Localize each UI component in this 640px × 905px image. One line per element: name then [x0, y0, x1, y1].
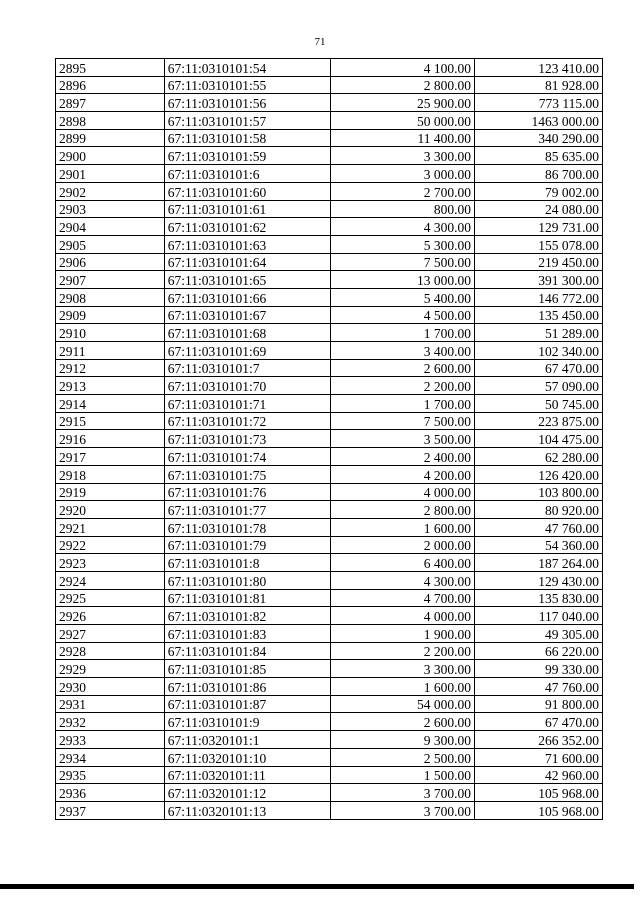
- row-number-cell: 2920: [56, 501, 165, 519]
- value-cell: 47 760.00: [475, 518, 603, 536]
- area-cell: 1 700.00: [330, 395, 474, 413]
- cadastral-number-cell: 67:11:0310101:74: [164, 448, 330, 466]
- area-cell: 1 700.00: [330, 324, 474, 342]
- area-cell: 3 700.00: [330, 801, 474, 819]
- value-cell: 123 410.00: [475, 59, 603, 77]
- row-number-cell: 2934: [56, 748, 165, 766]
- value-cell: 50 745.00: [475, 395, 603, 413]
- table-row: [56, 253, 603, 271]
- row-number-cell: 2935: [56, 766, 165, 784]
- cadastral-number-cell: 67:11:0310101:8: [164, 554, 330, 572]
- row-number-cell: 2929: [56, 660, 165, 678]
- area-cell: 2 000.00: [330, 536, 474, 554]
- row-number-cell: 2909: [56, 306, 165, 324]
- value-cell: 47 760.00: [475, 678, 603, 696]
- area-cell: 2 200.00: [330, 377, 474, 395]
- row-number-cell: 2926: [56, 607, 165, 625]
- row-number-cell: 2916: [56, 430, 165, 448]
- cadastral-number-cell: 67:11:0310101:6: [164, 165, 330, 183]
- cadastral-number-cell: 67:11:0320101:10: [164, 748, 330, 766]
- area-cell: 4 700.00: [330, 589, 474, 607]
- value-cell: 266 352.00: [475, 731, 603, 749]
- cadastral-table: [55, 58, 603, 820]
- area-cell: 2 200.00: [330, 642, 474, 660]
- cadastral-number-cell: 67:11:0310101:78: [164, 518, 330, 536]
- table-row: [56, 571, 603, 589]
- value-cell: 129 731.00: [475, 218, 603, 236]
- value-cell: 79 002.00: [475, 182, 603, 200]
- area-cell: 3 000.00: [330, 165, 474, 183]
- table-row: [56, 235, 603, 253]
- table-row: [56, 465, 603, 483]
- value-cell: 67 470.00: [475, 359, 603, 377]
- cadastral-number-cell: 67:11:0310101:66: [164, 288, 330, 306]
- cadastral-number-cell: 67:11:0310101:76: [164, 483, 330, 501]
- value-cell: 135 450.00: [475, 306, 603, 324]
- table-body: [56, 59, 603, 820]
- area-cell: 1 600.00: [330, 518, 474, 536]
- cadastral-number-cell: 67:11:0310101:64: [164, 253, 330, 271]
- area-cell: 3 400.00: [330, 342, 474, 360]
- cadastral-number-cell: 67:11:0320101:11: [164, 766, 330, 784]
- row-number-cell: 2896: [56, 76, 165, 94]
- row-number-cell: 2933: [56, 731, 165, 749]
- table-row: [56, 218, 603, 236]
- value-cell: 54 360.00: [475, 536, 603, 554]
- cadastral-number-cell: 67:11:0310101:62: [164, 218, 330, 236]
- row-number-cell: 2903: [56, 200, 165, 218]
- row-number-cell: 2932: [56, 713, 165, 731]
- area-cell: 4 200.00: [330, 465, 474, 483]
- cadastral-number-cell: 67:11:0310101:65: [164, 271, 330, 289]
- cadastral-number-cell: 67:11:0320101:12: [164, 784, 330, 802]
- table-row: [56, 518, 603, 536]
- table-row: [56, 412, 603, 430]
- row-number-cell: 2936: [56, 784, 165, 802]
- row-number-cell: 2901: [56, 165, 165, 183]
- table-row: [56, 731, 603, 749]
- table-row: [56, 342, 603, 360]
- table-row: [56, 695, 603, 713]
- area-cell: 4 500.00: [330, 306, 474, 324]
- value-cell: 340 290.00: [475, 129, 603, 147]
- row-number-cell: 2906: [56, 253, 165, 271]
- cadastral-number-cell: 67:11:0310101:58: [164, 129, 330, 147]
- value-cell: 773 115.00: [475, 94, 603, 112]
- row-number-cell: 2908: [56, 288, 165, 306]
- row-number-cell: 2900: [56, 147, 165, 165]
- area-cell: 2 800.00: [330, 76, 474, 94]
- area-cell: 3 700.00: [330, 784, 474, 802]
- area-cell: 2 600.00: [330, 713, 474, 731]
- value-cell: 91 800.00: [475, 695, 603, 713]
- area-cell: 1 900.00: [330, 625, 474, 643]
- table-row: [56, 784, 603, 802]
- cadastral-number-cell: 67:11:0310101:67: [164, 306, 330, 324]
- row-number-cell: 2927: [56, 625, 165, 643]
- cadastral-number-cell: 67:11:0310101:9: [164, 713, 330, 731]
- area-cell: 4 300.00: [330, 218, 474, 236]
- area-cell: 11 400.00: [330, 129, 474, 147]
- table-row: [56, 801, 603, 819]
- table-row: [56, 324, 603, 342]
- area-cell: 5 400.00: [330, 288, 474, 306]
- value-cell: 105 968.00: [475, 784, 603, 802]
- area-cell: 800.00: [330, 200, 474, 218]
- value-cell: 81 928.00: [475, 76, 603, 94]
- area-cell: 6 400.00: [330, 554, 474, 572]
- table-row: [56, 660, 603, 678]
- table-row: [56, 501, 603, 519]
- page-number: 71: [314, 36, 326, 48]
- cadastral-number-cell: 67:11:0310101:82: [164, 607, 330, 625]
- area-cell: 5 300.00: [330, 235, 474, 253]
- cadastral-number-cell: 67:11:0310101:70: [164, 377, 330, 395]
- area-cell: 4 000.00: [330, 607, 474, 625]
- table-row: [56, 589, 603, 607]
- row-number-cell: 2925: [56, 589, 165, 607]
- row-number-cell: 2914: [56, 395, 165, 413]
- row-number-cell: 2898: [56, 112, 165, 130]
- cadastral-number-cell: 67:11:0310101:56: [164, 94, 330, 112]
- row-number-cell: 2921: [56, 518, 165, 536]
- cadastral-number-cell: 67:11:0310101:61: [164, 200, 330, 218]
- table-row: [56, 129, 603, 147]
- cadastral-number-cell: 67:11:0310101:73: [164, 430, 330, 448]
- value-cell: 105 968.00: [475, 801, 603, 819]
- row-number-cell: 2904: [56, 218, 165, 236]
- row-number-cell: 2899: [56, 129, 165, 147]
- area-cell: 50 000.00: [330, 112, 474, 130]
- cadastral-number-cell: 67:11:0310101:81: [164, 589, 330, 607]
- value-cell: 135 830.00: [475, 589, 603, 607]
- value-cell: 62 280.00: [475, 448, 603, 466]
- row-number-cell: 2912: [56, 359, 165, 377]
- value-cell: 67 470.00: [475, 713, 603, 731]
- area-cell: 1 500.00: [330, 766, 474, 784]
- table-row: [56, 112, 603, 130]
- area-cell: 7 500.00: [330, 412, 474, 430]
- table-row: [56, 271, 603, 289]
- table-row: [56, 748, 603, 766]
- cadastral-number-cell: 67:11:0310101:7: [164, 359, 330, 377]
- table-row: [56, 554, 603, 572]
- area-cell: 25 900.00: [330, 94, 474, 112]
- table-row: [56, 288, 603, 306]
- table-row: [56, 607, 603, 625]
- footer-rule: [0, 884, 634, 889]
- value-cell: 117 040.00: [475, 607, 603, 625]
- cadastral-number-cell: 67:11:0310101:59: [164, 147, 330, 165]
- value-cell: 219 450.00: [475, 253, 603, 271]
- value-cell: 42 960.00: [475, 766, 603, 784]
- table-row: [56, 448, 603, 466]
- cadastral-number-cell: 67:11:0310101:84: [164, 642, 330, 660]
- value-cell: 126 420.00: [475, 465, 603, 483]
- table-row: [56, 678, 603, 696]
- cadastral-number-cell: 67:11:0310101:72: [164, 412, 330, 430]
- value-cell: 104 475.00: [475, 430, 603, 448]
- value-cell: 71 600.00: [475, 748, 603, 766]
- row-number-cell: 2913: [56, 377, 165, 395]
- cadastral-number-cell: 67:11:0310101:57: [164, 112, 330, 130]
- value-cell: 129 430.00: [475, 571, 603, 589]
- table-row: [56, 306, 603, 324]
- table-row: [56, 713, 603, 731]
- table-row: [56, 766, 603, 784]
- cadastral-number-cell: 67:11:0310101:71: [164, 395, 330, 413]
- table-row: [56, 165, 603, 183]
- row-number-cell: 2919: [56, 483, 165, 501]
- table-row: [56, 536, 603, 554]
- area-cell: 2 400.00: [330, 448, 474, 466]
- value-cell: 1463 000.00: [475, 112, 603, 130]
- value-cell: 57 090.00: [475, 377, 603, 395]
- cadastral-number-cell: 67:11:0310101:63: [164, 235, 330, 253]
- row-number-cell: 2923: [56, 554, 165, 572]
- row-number-cell: 2915: [56, 412, 165, 430]
- value-cell: 102 340.00: [475, 342, 603, 360]
- table-row: [56, 94, 603, 112]
- row-number-cell: 2905: [56, 235, 165, 253]
- cadastral-number-cell: 67:11:0310101:68: [164, 324, 330, 342]
- area-cell: 9 300.00: [330, 731, 474, 749]
- row-number-cell: 2910: [56, 324, 165, 342]
- row-number-cell: 2897: [56, 94, 165, 112]
- table-row: [56, 182, 603, 200]
- cadastral-number-cell: 67:11:0310101:79: [164, 536, 330, 554]
- value-cell: 80 920.00: [475, 501, 603, 519]
- area-cell: 4 100.00: [330, 59, 474, 77]
- table-row: [56, 59, 603, 77]
- row-number-cell: 2928: [56, 642, 165, 660]
- area-cell: 2 800.00: [330, 501, 474, 519]
- row-number-cell: 2895: [56, 59, 165, 77]
- value-cell: 49 305.00: [475, 625, 603, 643]
- area-cell: 4 000.00: [330, 483, 474, 501]
- value-cell: 86 700.00: [475, 165, 603, 183]
- table-row: [56, 430, 603, 448]
- cadastral-number-cell: 67:11:0310101:60: [164, 182, 330, 200]
- cadastral-number-cell: 67:11:0310101:86: [164, 678, 330, 696]
- row-number-cell: 2911: [56, 342, 165, 360]
- row-number-cell: 2931: [56, 695, 165, 713]
- area-cell: 13 000.00: [330, 271, 474, 289]
- table-row: [56, 395, 603, 413]
- area-cell: 2 700.00: [330, 182, 474, 200]
- row-number-cell: 2907: [56, 271, 165, 289]
- cadastral-number-cell: 67:11:0310101:77: [164, 501, 330, 519]
- table-row: [56, 625, 603, 643]
- value-cell: 187 264.00: [475, 554, 603, 572]
- area-cell: 3 500.00: [330, 430, 474, 448]
- value-cell: 391 300.00: [475, 271, 603, 289]
- table-row: [56, 483, 603, 501]
- row-number-cell: 2917: [56, 448, 165, 466]
- value-cell: 146 772.00: [475, 288, 603, 306]
- value-cell: 66 220.00: [475, 642, 603, 660]
- cadastral-number-cell: 67:11:0310101:85: [164, 660, 330, 678]
- area-cell: 2 600.00: [330, 359, 474, 377]
- table-row: [56, 377, 603, 395]
- area-cell: 3 300.00: [330, 660, 474, 678]
- table-row: [56, 359, 603, 377]
- value-cell: 51 289.00: [475, 324, 603, 342]
- cadastral-number-cell: 67:11:0310101:83: [164, 625, 330, 643]
- area-cell: 3 300.00: [330, 147, 474, 165]
- row-number-cell: 2918: [56, 465, 165, 483]
- value-cell: 103 800.00: [475, 483, 603, 501]
- row-number-cell: 2902: [56, 182, 165, 200]
- area-cell: 2 500.00: [330, 748, 474, 766]
- cadastral-number-cell: 67:11:0310101:69: [164, 342, 330, 360]
- table-row: [56, 200, 603, 218]
- value-cell: 85 635.00: [475, 147, 603, 165]
- row-number-cell: 2930: [56, 678, 165, 696]
- row-number-cell: 2922: [56, 536, 165, 554]
- table-row: [56, 147, 603, 165]
- table-row: [56, 642, 603, 660]
- row-number-cell: 2924: [56, 571, 165, 589]
- value-cell: 223 875.00: [475, 412, 603, 430]
- cadastral-number-cell: 67:11:0310101:55: [164, 76, 330, 94]
- row-number-cell: 2937: [56, 801, 165, 819]
- table-row: [56, 76, 603, 94]
- value-cell: 155 078.00: [475, 235, 603, 253]
- area-cell: 1 600.00: [330, 678, 474, 696]
- cadastral-number-cell: 67:11:0310101:54: [164, 59, 330, 77]
- cadastral-number-cell: 67:11:0320101:1: [164, 731, 330, 749]
- cadastral-number-cell: 67:11:0310101:87: [164, 695, 330, 713]
- value-cell: 99 330.00: [475, 660, 603, 678]
- cadastral-number-cell: 67:11:0310101:75: [164, 465, 330, 483]
- area-cell: 4 300.00: [330, 571, 474, 589]
- cadastral-number-cell: 67:11:0320101:13: [164, 801, 330, 819]
- area-cell: 7 500.00: [330, 253, 474, 271]
- area-cell: 54 000.00: [330, 695, 474, 713]
- value-cell: 24 080.00: [475, 200, 603, 218]
- cadastral-number-cell: 67:11:0310101:80: [164, 571, 330, 589]
